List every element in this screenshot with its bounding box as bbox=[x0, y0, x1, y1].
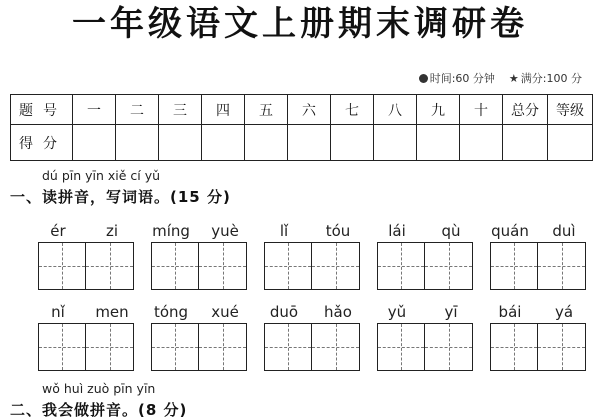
star-icon: ★ bbox=[508, 71, 519, 85]
writing-cell[interactable] bbox=[490, 323, 538, 371]
score-cell[interactable] bbox=[116, 125, 159, 161]
writing-cell[interactable] bbox=[377, 323, 425, 371]
pinyin-syllable: lǐ bbox=[279, 222, 289, 240]
pinyin-syllable: hǎo bbox=[324, 303, 352, 321]
pinyin-syllable: yī bbox=[444, 303, 458, 321]
column-header: 五 bbox=[245, 95, 288, 125]
column-header: 六 bbox=[288, 95, 331, 125]
pinyin-syllable: qù bbox=[441, 222, 461, 240]
writing-cell[interactable] bbox=[264, 242, 312, 290]
pinyin-syllable: yuè bbox=[211, 222, 239, 240]
column-header: 四 bbox=[202, 95, 245, 125]
writing-cell[interactable] bbox=[86, 323, 134, 371]
score-table-score-row bbox=[11, 125, 593, 161]
writing-cell[interactable] bbox=[199, 242, 247, 290]
score-cell[interactable] bbox=[159, 125, 202, 161]
writing-cell[interactable] bbox=[38, 323, 86, 371]
section2-pinyin: wǒ huì zuò pīn yīn bbox=[42, 381, 156, 396]
pinyin-syllable: duō bbox=[269, 303, 299, 321]
writing-cell[interactable] bbox=[377, 242, 425, 290]
pinyin-syllable: quán bbox=[491, 222, 529, 240]
score-cell[interactable] bbox=[374, 125, 417, 161]
column-header-grade: 等级 bbox=[548, 95, 593, 125]
score-info bbox=[509, 70, 582, 86]
pinyin-syllable: bái bbox=[498, 303, 522, 321]
exam-meta bbox=[419, 70, 582, 86]
time-info bbox=[419, 70, 495, 86]
writing-cell[interactable] bbox=[312, 323, 360, 371]
pinyin-syllable: míng bbox=[152, 222, 190, 240]
score-table-header-row bbox=[11, 95, 593, 125]
writing-cell[interactable] bbox=[199, 323, 247, 371]
score-cell[interactable] bbox=[331, 125, 374, 161]
writing-cell[interactable] bbox=[538, 323, 586, 371]
exam-title: 一年级语文上册期末调研卷 bbox=[72, 4, 528, 44]
column-header: 三 bbox=[159, 95, 202, 125]
writing-cell[interactable] bbox=[151, 242, 199, 290]
column-header: 二 bbox=[116, 95, 159, 125]
time-text: 时间:60 分钟 bbox=[429, 72, 495, 85]
full-score-text: 满分:100 分 bbox=[520, 72, 582, 85]
column-header: 九 bbox=[417, 95, 460, 125]
writing-cell[interactable] bbox=[490, 242, 538, 290]
writing-cell[interactable] bbox=[425, 323, 473, 371]
pinyin-syllable: zi bbox=[105, 222, 119, 240]
row-label-question-number: 题号 bbox=[11, 95, 73, 125]
row-label-score: 得分 bbox=[11, 125, 73, 161]
score-cell[interactable] bbox=[460, 125, 503, 161]
score-cell-total[interactable] bbox=[503, 125, 548, 161]
score-cell[interactable] bbox=[202, 125, 245, 161]
score-table bbox=[10, 94, 593, 161]
score-cell[interactable] bbox=[417, 125, 460, 161]
section1-pinyin: dú pīn yīn xiě cí yǔ bbox=[42, 168, 161, 183]
column-header: 七 bbox=[331, 95, 374, 125]
column-header-total: 总分 bbox=[503, 95, 548, 125]
score-cell[interactable] bbox=[245, 125, 288, 161]
pinyin-syllable: yá bbox=[554, 303, 574, 321]
section1-heading: 一、读拼音，写词语。(15 分) bbox=[10, 188, 231, 206]
pinyin-syllable: yǔ bbox=[387, 303, 407, 321]
clock-icon bbox=[419, 74, 428, 83]
pinyin-syllable: men bbox=[95, 303, 129, 321]
column-header: 一 bbox=[73, 95, 116, 125]
pinyin-syllable: ér bbox=[50, 222, 66, 240]
writing-cell[interactable] bbox=[151, 323, 199, 371]
writing-cell[interactable] bbox=[264, 323, 312, 371]
pinyin-syllable: tóng bbox=[153, 303, 189, 321]
pinyin-syllable: duì bbox=[552, 222, 576, 240]
score-cell[interactable] bbox=[73, 125, 116, 161]
column-header: 十 bbox=[460, 95, 503, 125]
score-cell[interactable] bbox=[288, 125, 331, 161]
score-cell-grade[interactable] bbox=[548, 125, 593, 161]
pinyin-syllable: nǐ bbox=[51, 303, 65, 321]
writing-cell[interactable] bbox=[38, 242, 86, 290]
pinyin-syllable: lái bbox=[388, 222, 406, 240]
column-header: 八 bbox=[374, 95, 417, 125]
writing-cell[interactable] bbox=[312, 242, 360, 290]
writing-cell[interactable] bbox=[86, 242, 134, 290]
writing-cell[interactable] bbox=[538, 242, 586, 290]
writing-cell[interactable] bbox=[425, 242, 473, 290]
pinyin-syllable: tóu bbox=[325, 222, 351, 240]
section2-heading: 二、我会做拼音。(8 分) bbox=[10, 401, 188, 419]
pinyin-syllable: xué bbox=[211, 303, 239, 321]
